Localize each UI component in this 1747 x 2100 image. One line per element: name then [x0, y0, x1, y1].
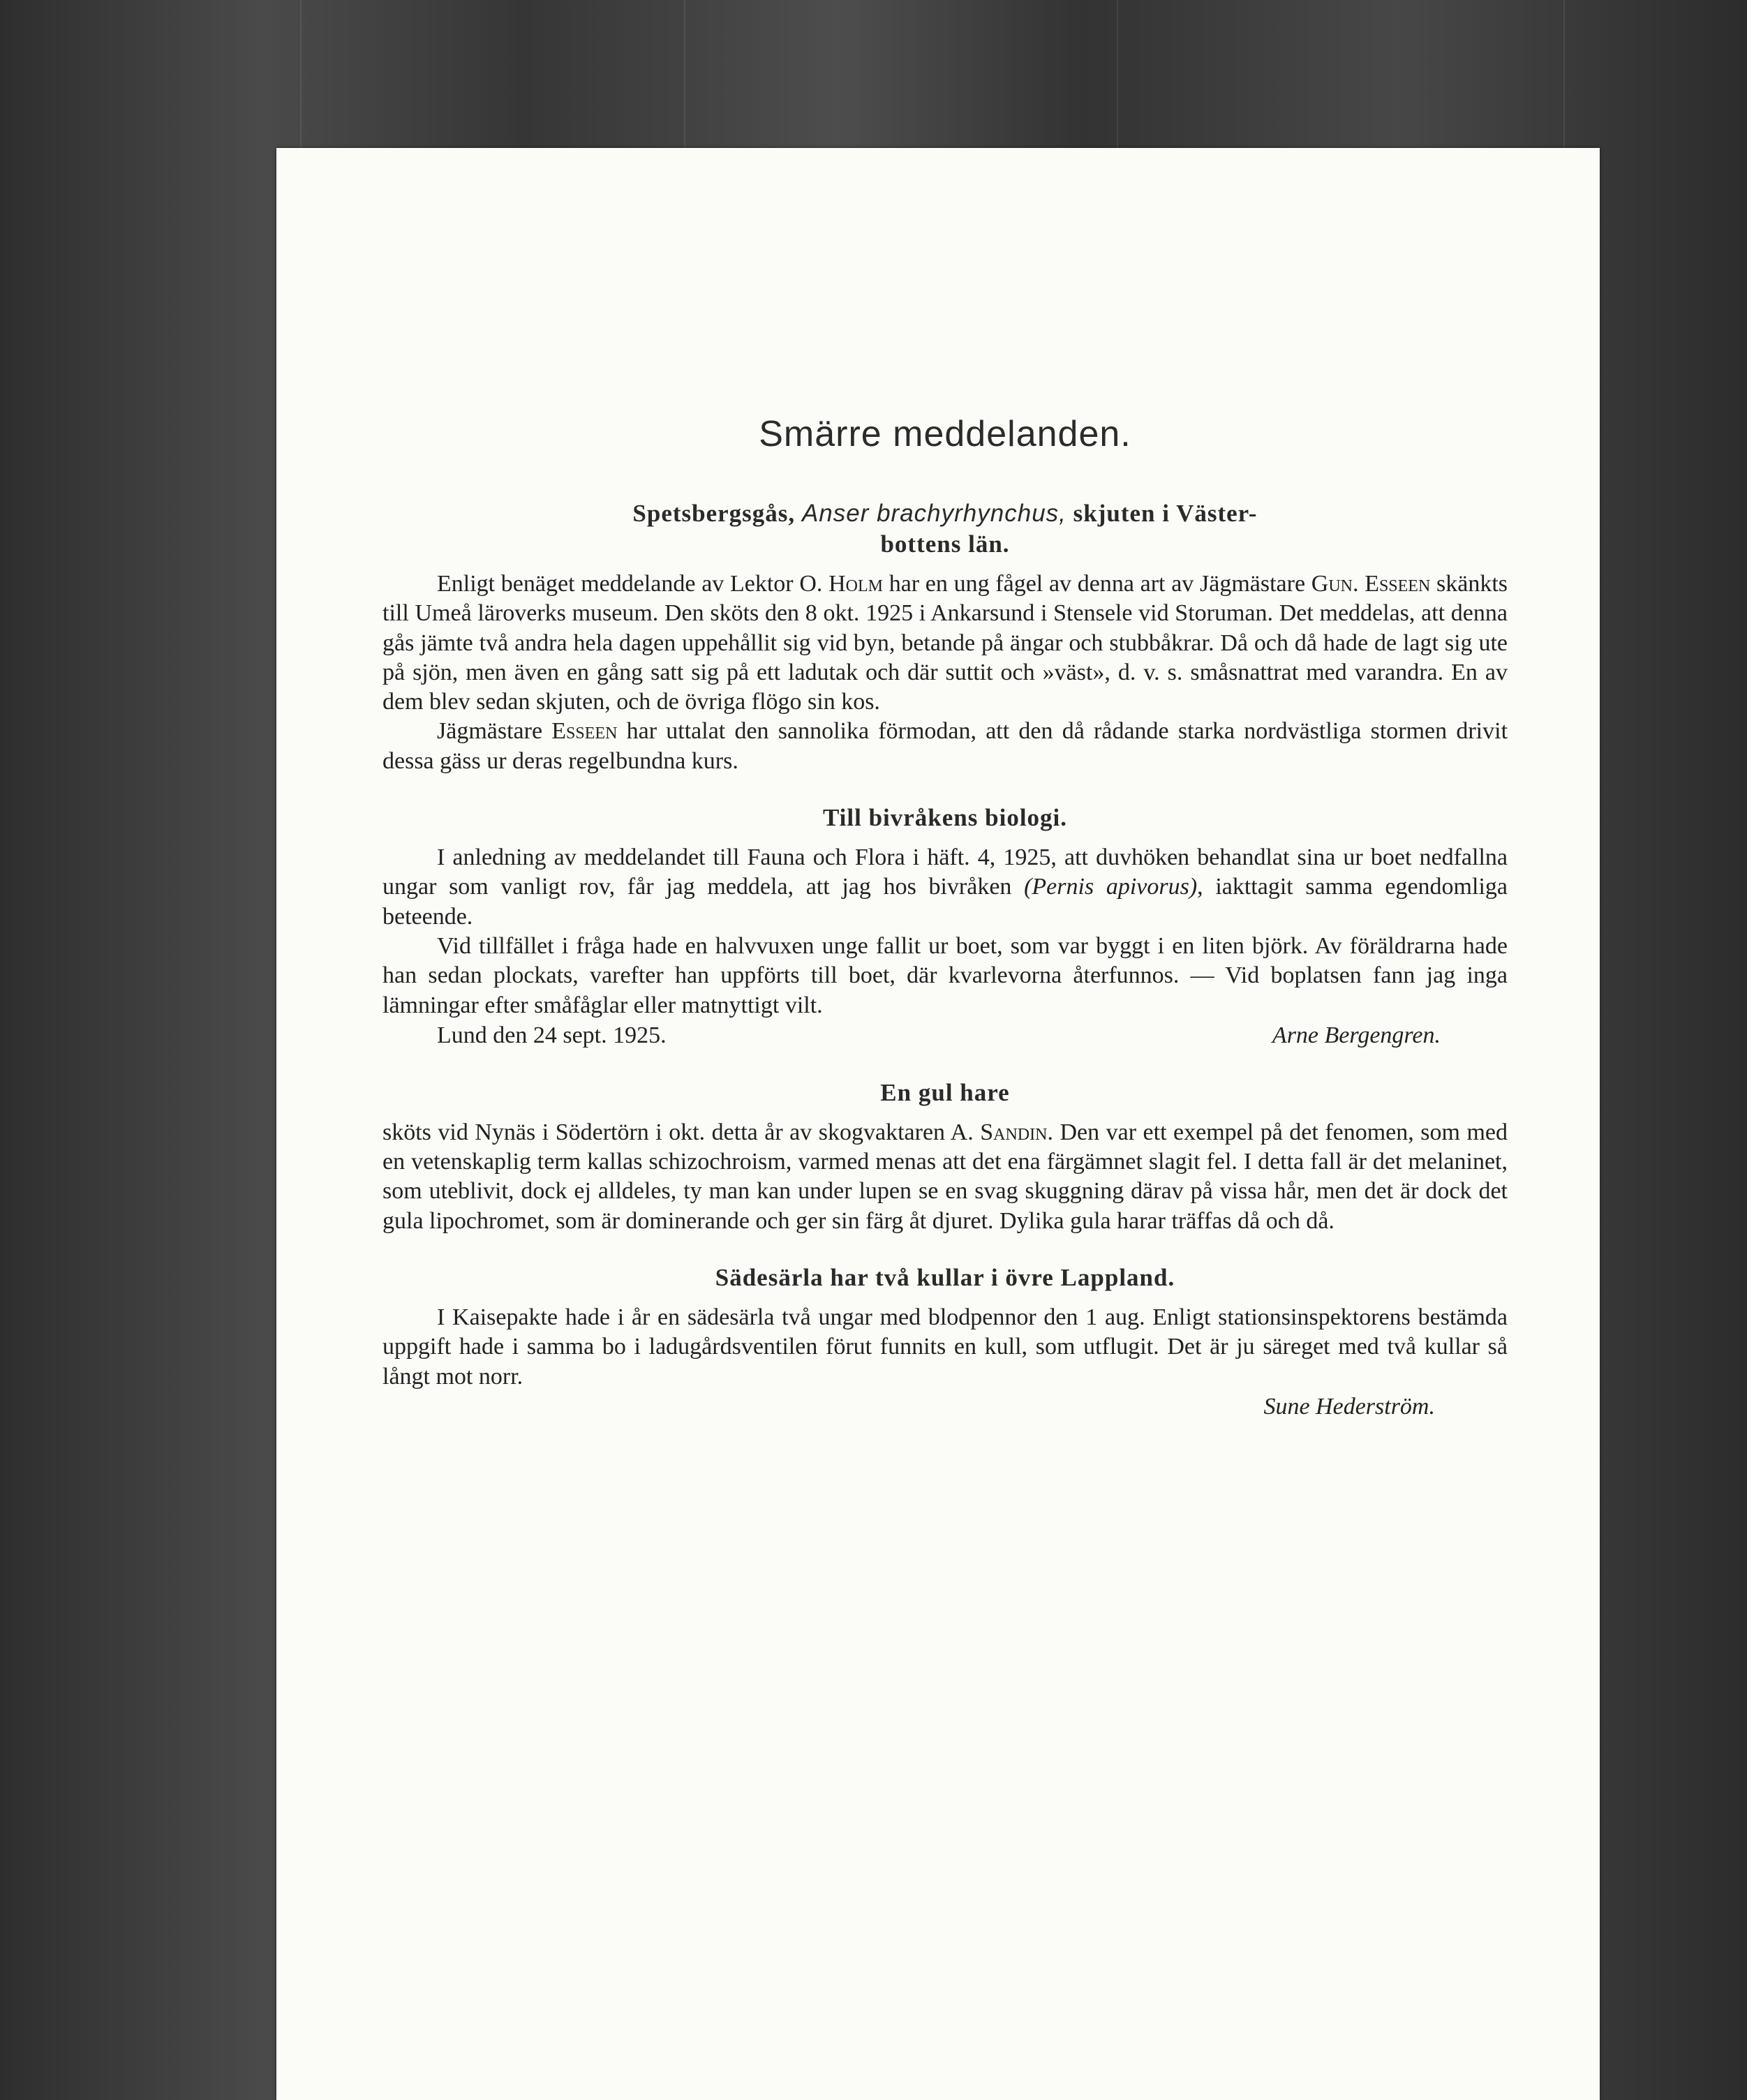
- article-paragraph: [382, 1118, 1508, 1236]
- person-name: Sandin: [980, 1119, 1048, 1145]
- heading-text: bottens län.: [880, 530, 1010, 558]
- article-paragraph: [382, 569, 1508, 717]
- place-date: Lund den 24 sept. 1925.: [437, 1022, 667, 1048]
- article-sadesarla: [382, 1263, 1508, 1422]
- article-gul-hare: [382, 1078, 1508, 1236]
- person-name: Gun. Esseen: [1311, 571, 1431, 597]
- text-run: , iakttagit samma egendomliga beteende.: [382, 874, 1508, 930]
- text-run: har uttalat den sannolika förmodan, att den då rådande starka nordvästliga stormen drivit dessa gäss ur deras regelbundna kurs.: [382, 718, 1508, 774]
- article-heading: Sädesärla har två kullar i övre Lappland.: [715, 1264, 1175, 1292]
- article-paragraph: [382, 843, 1508, 932]
- heading-text: Spetsbergsgås,: [632, 500, 796, 527]
- species-name: (Pernis apivorus): [1024, 874, 1198, 900]
- article-spetsbergsgas: [382, 498, 1508, 776]
- article-paragraph: I Kaisepakte hade i år en sädesärla två ungar med blodpennor den 1 aug. Enligt stationsinspektorens bestämda uppgift hade i samma bo i ladugårdsventilen förut funnits en kull, som utflugit. Det är ju säreget med två kullar så långt mot norr.: [382, 1304, 1508, 1390]
- text-run: har en ung fågel av denna art av Jägmästare: [882, 571, 1311, 597]
- text-run: skänkts till Umeå läroverks museum. Den sköts den 8 okt. 1925 i Ankarsund i Stensele vid Storuman. Det meddelas, att denna gås jämte två andra hela dagen uppehållit sig vid byn, betande på ängar och stubbåkrar. Då och då hade de lagt sig ute på sjön, men även en gång satt sig på ett ladutak och där suttit och »väst», d. v. s. småsnattrat med varandra. En av dem blev sedan skjuten, och de övriga flögo sin kos.: [382, 571, 1508, 715]
- article-heading: En gul hare: [880, 1078, 1010, 1106]
- text-run: Enligt benäget meddelande av Lektor O.: [437, 571, 829, 597]
- author-signature: Arne Bergengren.: [1272, 1022, 1441, 1048]
- document-page: [276, 148, 1600, 2100]
- page-title: Smärre meddelanden.: [759, 414, 1131, 454]
- text-run: sköts vid Nynäs i Södertörn i okt. detta år av skogvaktaren A.: [382, 1119, 981, 1145]
- species-name: Anser brachyrhynchus,: [801, 500, 1066, 527]
- article-heading: Till bivråkens biologi.: [822, 804, 1068, 832]
- text-run: Jägmästare: [437, 718, 552, 745]
- person-name: Holm: [828, 571, 883, 597]
- heading-text: skjuten i Väster-: [1073, 500, 1258, 527]
- article-paragraph: Vid tillfället i fråga hade en halvvuxen unge fallit ur boet, som var byggt i en liten björk. Av föräldrarna hade han sedan plockats, varefter han uppförts till boet, där kvarlevorna återfunnos. — Vid boplatsen fann jag inga lämningar efter småfåglar eller matnyttigt vilt.: [382, 932, 1508, 1018]
- person-name: Esseen: [551, 718, 618, 745]
- text-run: . Den var ett exempel på det fenomen, som med en vetenskaplig term kallas schizochroism, varmed menas att det ena färgämnet slagit fel. I detta fall är det melaninet, som uteblivit, dock ej alldeles, ty man kan under lupen se en svag skuggning därav på vissa hår, men det är dock det gula lipochromet, som är dominerande och ger sin färg åt djuret. Dylika gula harar träffas då och då.: [382, 1119, 1508, 1234]
- article-bivraken: [382, 803, 1508, 1051]
- text-run: I anledning av meddelandet till Fauna och Flora i häft. 4, 1925, att duvhöken behandlat sina ur boet nedfallna ungar som vanligt rov, får jag meddela, att jag hos bivråken: [382, 844, 1508, 900]
- page-content: [382, 413, 1508, 1449]
- article-heading: [382, 498, 1508, 560]
- author-signature: Sune Hederström.: [1263, 1393, 1435, 1420]
- article-paragraph: [382, 717, 1508, 776]
- signature-line: [382, 1020, 1508, 1051]
